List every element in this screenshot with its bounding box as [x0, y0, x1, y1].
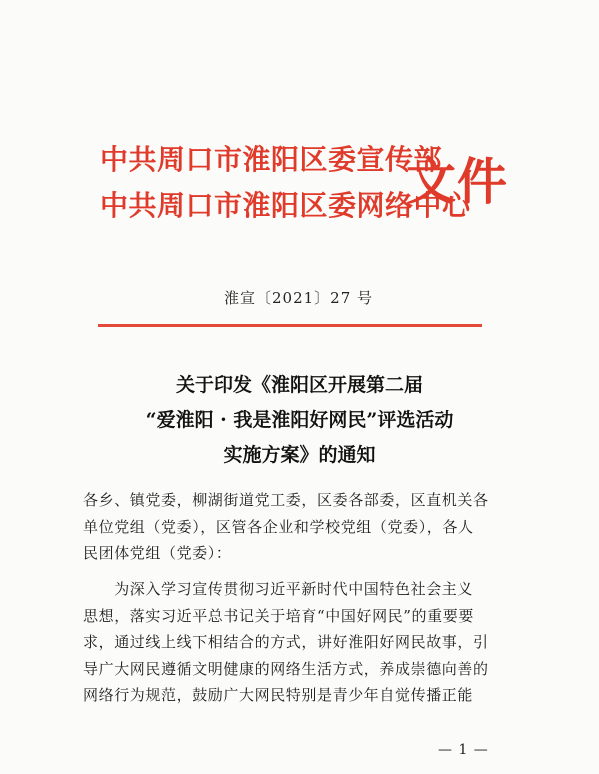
document-title — [80, 368, 519, 473]
paragraph-line-4: 导广大网民遵循文明健康的网络生活方式，养成崇德向善的 — [83, 659, 489, 678]
document-header — [100, 140, 540, 240]
paragraph-line-2: 思想，落实习近平总书记关于培育“中国好网民”的重要要 — [83, 606, 474, 625]
paragraph-line-3: 求，通过线上线下相结合的方式，讲好淮阳好网民故事，引 — [83, 633, 489, 651]
paragraph-line-1: 为深入学习宣传贯彻习近平新时代中国特色社会主义 — [83, 580, 474, 598]
document-number: 淮宣〔2021〕27 号 — [224, 289, 374, 307]
paragraph-line-5: 网络行为规范，鼓励广大网民特别是青少年自觉传播正能 — [83, 686, 474, 704]
page-number: — 1 — — [438, 742, 489, 758]
issuer-line-2: 中共周口市淮阳区委网络中心 — [100, 189, 471, 222]
addressee-line-1: 各乡、镇党委，柳湖街道党工委，区委各部委，区直机关各 — [83, 491, 489, 509]
addressee-line-3: 民团体党组（党委）： — [83, 544, 232, 562]
addressee-block — [83, 487, 503, 567]
title-line-2: “爱淮阳 · 我是淮阳好网民”评选活动 — [145, 409, 454, 431]
red-divider — [98, 324, 482, 327]
issuer-line-1: 中共周口市淮阳区委宣传部 — [100, 143, 443, 176]
title-line-1: 关于印发《淮阳区开展第二届 — [175, 374, 423, 396]
addressee-line-2: 单位党组（党委），区管各企业和学校党组（党委），各人 — [83, 517, 474, 536]
body-paragraph — [83, 576, 503, 709]
document-type-label: 文件 — [406, 153, 508, 211]
title-line-3: 实施方案》的通知 — [223, 444, 376, 466]
